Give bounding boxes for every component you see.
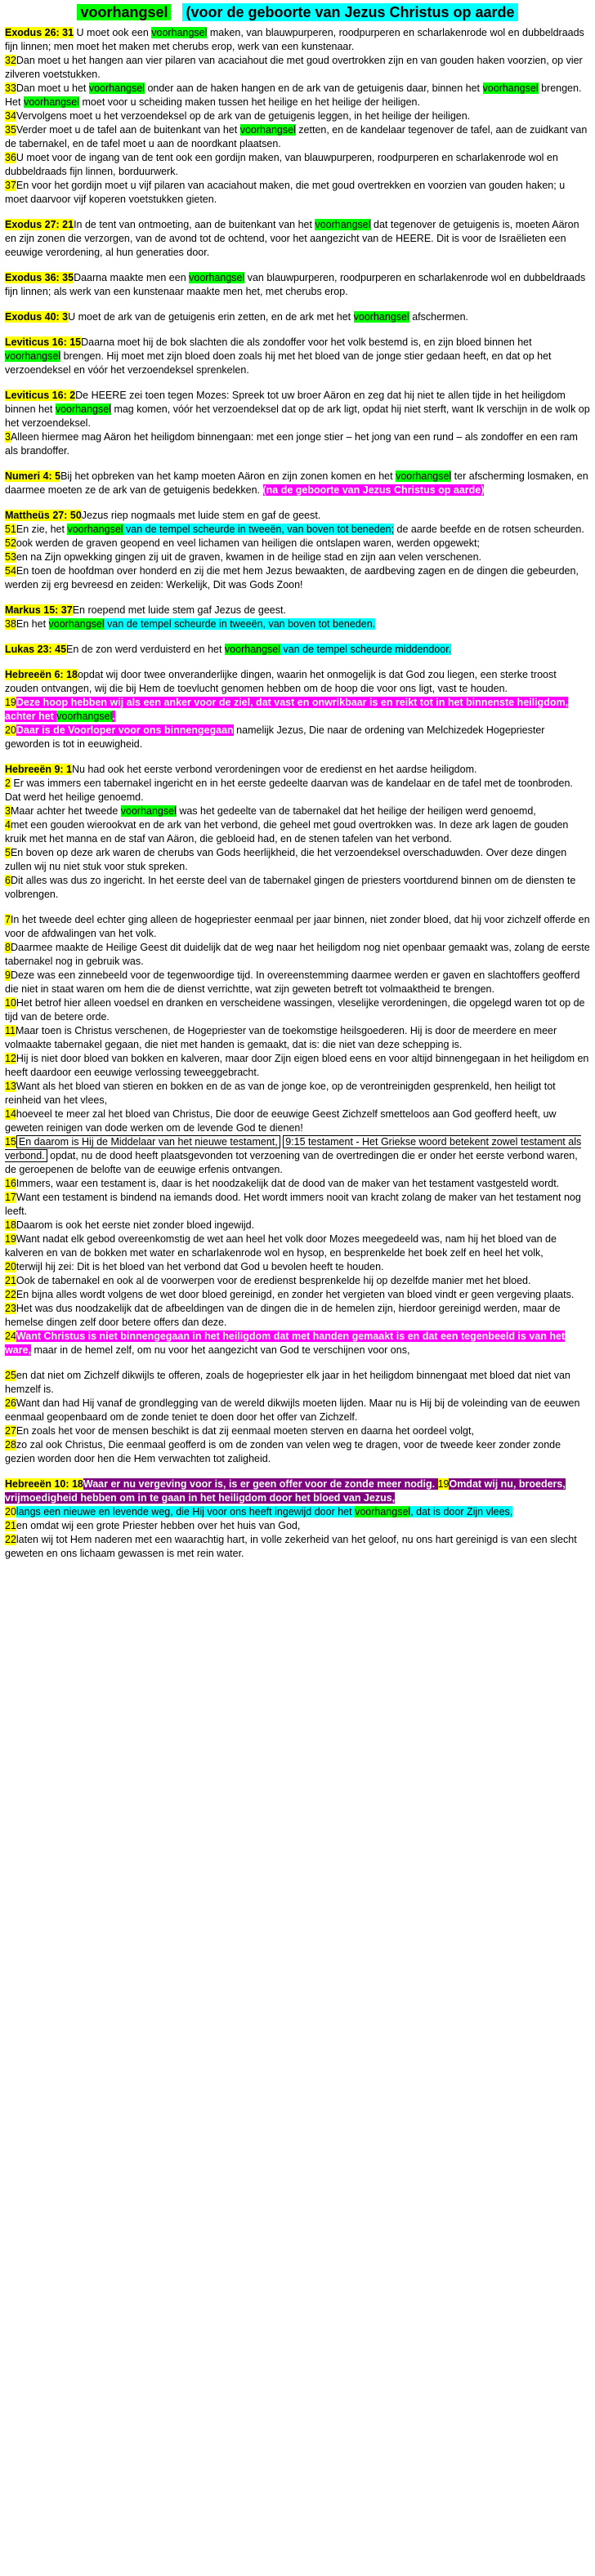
verse-text: Want dan had Hij vanaf de grondlegging van de wereld dikwijls moeten lijden. Maar nu is Hij bij de voleinding van de eeuwen eenmaal geopenbaard om de zonde teniet te doen door het offer van Zichzelf.: [5, 1397, 580, 1423]
verse-line: [5, 54, 590, 82]
verse-line: [5, 1533, 590, 1561]
verse-text: 14: [5, 1108, 16, 1120]
verse-block: [5, 604, 590, 631]
verse-line: [5, 913, 590, 941]
verse-line: [5, 818, 590, 846]
verse-text: voorhangsel: [355, 1506, 411, 1518]
verse-text: moet voor u scheiding maken tussen het heilige en het heilige der heiligen.: [79, 96, 420, 108]
verse-text: 32: [5, 55, 16, 66]
verse-text: 19: [5, 1233, 16, 1245]
verse-line: [5, 1024, 590, 1052]
verse-text: 11: [5, 1025, 16, 1036]
verse-text: Want als het bloed van stieren en bokken en de as van de jonge koe, op de verontreinigden gesprenkeld, hen heiligt tot reinheid van het vlees,: [5, 1081, 556, 1106]
verse-text: Alleen hiermee mag Aäron het heiligdom binnengaan: met een jonge stier – het jong van een rund – als zondoffer en een ram als brandoffer.: [5, 431, 578, 457]
verse-line: [5, 1232, 590, 1260]
verse-text: En voor het gordijn moet u vijf pilaren van acaciahout maken, die met goud overtrekken en voorzien van gouden haken; u moet daarvoor vijf koperen voetstukken gieten.: [5, 180, 566, 205]
verse-text: 53: [5, 551, 16, 563]
verse-line: [5, 550, 590, 564]
verse-text: En daarom is Hij de Middelaar van het nieuwe testament,: [16, 1135, 280, 1148]
verse-text: In de tent van ontmoeting, aan de buitenkant van het: [74, 219, 315, 230]
verse-line: [5, 696, 590, 724]
verse-text: 19: [5, 697, 16, 708]
verse-text: Deze hoop hebben wij als een anker voor de ziel, dat vast en onwrikbaar is en reikt tot in het binnenste heiligdom, achter het: [5, 697, 569, 722]
verse-text: Bij het opbreken van het kamp moeten Aäron en zijn zonen komen en het: [60, 470, 396, 482]
verse-text: 20: [5, 1506, 16, 1518]
verse-text: en omdat wij een grote Priester hebben over het huis van God,: [16, 1520, 301, 1531]
verse-text: Ook de tabernakel en ook al de voorwerpen voor de eredienst besprenkelde hij op dezelfde manier met het bloed.: [16, 1275, 531, 1286]
verse-text: voorhangsel: [189, 272, 245, 283]
verse-text: en dat niet om Zichzelf dikwijls te offeren, zoals de hogepriester elk jaar in het heiligdom binnengaat met bloed dat niet van hemzelf is.: [5, 1370, 570, 1395]
verse-line: [5, 218, 590, 260]
verse-text: van de tempel scheurde in tweeën, van boven tot beneden.: [104, 618, 376, 630]
verse-text: 37: [5, 180, 16, 191]
verse-text: Maar achter het tweede: [10, 805, 121, 817]
verse-text: 20: [5, 724, 16, 736]
verse-text: 36: [5, 152, 16, 163]
verse-line: [5, 777, 590, 804]
verse-line: [5, 1438, 590, 1466]
verse-line: [5, 846, 590, 874]
verse-line: [5, 969, 590, 996]
verse-text: 24: [5, 1330, 16, 1342]
verse-text: 28: [5, 1439, 16, 1451]
verse-line: [5, 564, 590, 592]
verse-block: [5, 1477, 590, 1561]
verse-text: 3: [5, 805, 11, 817]
verse-text: 3: [5, 431, 11, 443]
verse-text: voorhangsel: [5, 350, 61, 362]
verse-text: 33: [5, 82, 16, 94]
verse-line: [5, 151, 590, 179]
verse-line: [5, 1330, 590, 1357]
verse-text: voorhangsel: [239, 124, 296, 136]
verse-text: 52: [5, 537, 16, 549]
verse-text: 25: [5, 1370, 16, 1381]
verse-text: 4: [5, 819, 11, 831]
verse-text: Er was immers een tabernakel ingericht en in het eerste gedeelte daarvan was de kandelaar en de tafel met de toonbroden. Dat werd het heilige genoemd.: [5, 778, 573, 803]
verse-text: Daarna maakte men een: [74, 272, 190, 283]
verse-text: Verder moet u de tafel aan de buitenkant van het: [16, 124, 240, 136]
verse-reference: Exodus 40: 3: [5, 311, 69, 323]
verse-text: was het gedeelte van de tabernakel dat het heilige der heiligen werd genoemd,: [176, 805, 536, 817]
verse-text: ook werden de graven geopend en veel lichamen van heiligen die ontslapen waren, werden opgewekt;: [16, 537, 480, 549]
verse-block: [5, 470, 590, 497]
verse-text: met een gouden wierookvat en de ark van het verbond, die geheel met goud overtrokken was. In deze ark lagen de gouden kruik met het manna en de staf van Aäron, die gebloeid had, en de stenen tafelen van het verbond.: [5, 819, 569, 845]
verse-line: [5, 1108, 590, 1135]
verse-text: voorhangsel: [55, 403, 111, 415]
verse-text: 17: [5, 1192, 16, 1203]
verse-text: Want een testament is bindend na iemands dood. Het wordt immers nooit van kracht zolang de maker van het testament nog leeft.: [5, 1192, 581, 1217]
verse-line: [5, 109, 590, 123]
verse-line: [5, 26, 590, 54]
verse-text: En bijna alles wordt volgens de wet door bloed gereinigd, en zonder het vergieten van bloed vindt er geen vergeving plaats.: [16, 1289, 575, 1300]
verse-text: Dan moet u het: [16, 82, 89, 94]
verse-block: [5, 389, 590, 458]
verse-line: [5, 123, 590, 151]
verse-text: van de tempel scheurde middendoor.: [280, 644, 452, 655]
verse-line: [5, 1219, 590, 1232]
verse-block: [5, 218, 590, 260]
verse-line: [5, 1424, 590, 1438]
verse-text: brengen. Het: [5, 82, 582, 108]
verse-text: terwijl hij zei: Dit is het bloed van het verbond dat God u bevolen heeft te houden.: [16, 1261, 384, 1272]
title-note: (voor de geboorte van Jezus Christus op aarde: [182, 3, 517, 21]
verse-text: zetten, en de kandelaar tegenover de tafel, aan de zuidkant van de tabernakel, en de tafel moet u aan de noordkant plaatsen.: [5, 124, 588, 149]
verse-line: [5, 763, 590, 777]
verse-line: [5, 668, 590, 696]
verse-reference: Exodus 26: 31: [5, 27, 74, 38]
verse-text: 38: [5, 618, 16, 630]
verse-reference: Numeri 4: 5: [5, 470, 61, 482]
verse-text: voorhangsel: [23, 96, 80, 108]
verse-block: [5, 913, 590, 1357]
verse-line: [5, 1288, 590, 1302]
verse-line: [5, 1274, 590, 1288]
verse-text: Daarom is ook het eerste niet zonder bloed ingewijd.: [16, 1219, 255, 1231]
verse-text: afschermen.: [409, 311, 469, 323]
verse-line: [5, 389, 590, 430]
verse-text: 22: [5, 1289, 16, 1300]
verse-blocks: [5, 26, 590, 1561]
verse-block: [5, 310, 590, 324]
verse-text: En boven op deze ark waren de cherubs van Gods heerlijkheid, die het verzoendeksel overschaduwden. Over deze dingen zullen wij nu niet stuk voor stuk spreken.: [5, 847, 567, 872]
verse-text: voorhangsel: [315, 219, 371, 230]
verse-reference: Lukas 23: 45: [5, 644, 67, 655]
verse-block: [5, 643, 590, 657]
verse-line: [5, 271, 590, 299]
verse-line: [5, 1135, 590, 1177]
verse-text: 34: [5, 110, 16, 122]
verse-line: [5, 82, 590, 109]
verse-text: Daarmee maakte de Heilige Geest dit duidelijk dat de weg naar het heiligdom nog niet openbaar gemaakt was, zolang de eerste tabernakel nog in gebruik was.: [5, 942, 590, 967]
verse-reference: Exodus 27: 21: [5, 219, 74, 230]
verse-text: De HEERE zei toen tegen Mozes: Spreek tot uw broer Aäron en zeg dat hij niet te allen tijde in het heiligdom binnen het: [5, 390, 566, 415]
verse-text: 51: [5, 524, 16, 535]
verse-text: Immers, waar een testament is, daar is het noodzakelijk dat de dood van de maker van het testament vastgesteld wordt.: [16, 1178, 560, 1189]
verse-block: [5, 668, 590, 751]
verse-line: [5, 1177, 590, 1191]
verse-text: maar in de hemel zelf, om nu voor het aangezicht van God te verschijnen voor ons,: [30, 1344, 410, 1356]
verse-text: Nu had ook het eerste verbond verordeningen voor de eredienst en het aardse heiligdom.: [71, 764, 477, 775]
verse-text: Vervolgens moet u het verzoendeksel op de ark van de getuigenis leggen, in het heilige der heiligen.: [16, 110, 471, 122]
verse-text: 12: [5, 1053, 16, 1064]
verse-block: [5, 1369, 590, 1466]
verse-text: voorhangsel: [151, 27, 208, 38]
title-word: voorhangsel: [77, 4, 171, 20]
verse-text: 54: [5, 565, 16, 577]
verse-line: [5, 1477, 590, 1505]
verse-text: opdat, nu de dood heeft plaatsgevonden tot verzoening van de overtredingen die er onder het eerste verbond waren, de geroepenen de belofte van de eeuwige erfenis ontvangen.: [5, 1150, 578, 1175]
verse-text: Hij is niet door bloed van bokken en kalveren, maar door Zijn eigen bloed eens en voor altijd binnengegaan in het heiligdom en heeft daardoor een eeuwige verlossing teweeggebracht.: [5, 1053, 589, 1078]
verse-text: 2: [5, 778, 11, 789]
verse-text: 9: [5, 969, 11, 981]
verse-text: 5: [5, 847, 11, 858]
verse-block: [5, 271, 590, 299]
verse-reference: Leviticus 16: 15: [5, 336, 82, 348]
verse-text: Daarna moet hij de bok slachten die als zondoffer voor het volk bestemd is, en zijn bloed binnen het: [81, 336, 532, 348]
verse-line: [5, 430, 590, 458]
verse-text: namelijk Jezus, Die naar de ordening van Melchizedek Hogepriester geworden is tot in eeuwigheid.: [5, 724, 545, 750]
verse-line: [5, 604, 590, 617]
verse-text: En het: [16, 618, 49, 630]
verse-text: 23: [5, 1303, 16, 1314]
verse-text: En toen de hoofdman over honderd en zij die met hem Jezus bewaakten, de aardbeving zagen en de dingen die gebeurden, werden zij erg bevreesd en zeiden: Werkelijk, Dit was Gods Zoon!: [5, 565, 579, 591]
verse-line: [5, 724, 590, 751]
verse-text: In het tweede deel echter ging alleen de hogepriester eenmaal per jaar binnen, niet zonder bloed, dat hij voor zichzelf offerde en voor de afdwalingen van het volk.: [5, 914, 590, 939]
verse-reference: Exodus 36: 35: [5, 272, 74, 283]
verse-text: en na Zijn opwekking gingen zij uit de graven, kwamen in de heilige stad en zijn aan velen verschenen.: [16, 551, 482, 563]
verse-text: voorhangsel: [396, 470, 452, 482]
verse-line: [5, 1191, 590, 1219]
verse-text: En roepend met luide stem gaf Jezus de geest.: [72, 604, 286, 616]
verse-text: hoeveel te meer zal het bloed van Christus, Die door de eeuwige Geest Zichzelf smetteloos aan God geofferd heeft, uw geweten reinigen van dode werken om de levende God te dienen!: [5, 1108, 557, 1134]
page-title: [5, 3, 590, 21]
verse-line: [5, 470, 590, 497]
verse-text: langs een nieuwe en levende weg, die Hij voor ons heeft ingewijd door het: [16, 1506, 356, 1518]
verse-text: 20: [5, 1261, 16, 1272]
verse-text: , dat is door Zijn vlees,: [410, 1506, 513, 1518]
verse-text: voorhangsel: [224, 644, 281, 655]
verse-text: 9:15 testament - Het Griekse woord betekent zowel testament als verbond.: [5, 1136, 582, 1161]
verse-text: 16: [5, 1178, 16, 1189]
verse-text: Dit alles was dus zo ingericht. In het eerste deel van de tabernakel gingen de priesters voortdurend binnen om de diensten te volbrengen.: [5, 875, 576, 900]
verse-text: voorhangsel: [88, 82, 145, 94]
verse-text: voorhangsel: [120, 805, 177, 817]
verse-text: 7: [5, 914, 11, 925]
verse-line: [5, 523, 590, 537]
verse-text: 8: [5, 942, 11, 953]
verse-text: Omdat wij nu, broeders, vrijmoedigheid hebben om in te gaan in het heiligdom door het bloed van Jezus,: [5, 1478, 566, 1504]
verse-text: (na de geboorte van Jezus Christus op aarde): [262, 484, 485, 496]
verse-line: [5, 310, 590, 324]
verse-text: 26: [5, 1397, 16, 1409]
verse-text: Het was dus noodzakelijk dat de afbeeldingen van de dingen die in de hemelen zijn, hierdoor gereinigd werden, maar de hemelse dingen zelf door betere offers dan deze.: [5, 1303, 561, 1328]
verse-line: [5, 804, 590, 818]
verse-line: [5, 874, 590, 902]
verse-line: [5, 1080, 590, 1108]
verse-text: ter afscherming losmaken, en daarmee moeten ze de ark van de getuigenis bedekken.: [5, 470, 588, 496]
verse-text: U moet de ark van de getuigenis erin zetten, en de ark met het: [68, 311, 354, 323]
verse-block: [5, 26, 590, 207]
verse-line: [5, 941, 590, 969]
verse-text: van blauwpurperen, roodpurperen en scharlakenrode wol en dubbeldraads fijn linnen; als werk van een kunstenaar maakte men het, met cherubs erop.: [5, 272, 586, 297]
verse-text: dat tegenover de getuigenis is, moeten Aäron en zijn zonen die verzorgen, van de avond tot de ochtend, voor het aangezicht van de HEERE. Dit is voor de Israëlieten een eeuwige verordening, al hun generaties door.: [5, 219, 579, 258]
verse-text: voorhangsel: [48, 618, 105, 630]
verse-text: voorhangsel: [482, 82, 539, 94]
verse-text: van de tempel scheurde in tweeën, van boven tot beneden;: [123, 524, 395, 535]
verse-text: voorhangsel: [56, 711, 113, 722]
verse-text: maken, van blauwpurperen, roodpurperen en scharlakenrode wol en dubbeldraads fijn linnen; men moet het maken met cherubs erop, werk van een kunstenaar.: [5, 27, 584, 52]
verse-text: 27: [5, 1425, 16, 1437]
verse-line: [5, 1505, 590, 1519]
verse-reference: Hebreeën 10: 18: [5, 1478, 83, 1490]
verse-line: [5, 643, 590, 657]
verse-text: Jezus riep nogmaals met luide stem en gaf de geest.: [81, 510, 321, 521]
verse-text: voorhangsel: [353, 311, 409, 323]
verse-line: [5, 1369, 590, 1397]
verse-line: [5, 996, 590, 1024]
verse-line: [5, 1519, 590, 1533]
verse-block: [5, 509, 590, 592]
verse-line: [5, 1052, 590, 1080]
verse-reference: Hebreeën 9: 1: [5, 764, 72, 775]
verse-text: 35: [5, 124, 16, 136]
verse-line: [5, 509, 590, 523]
verse-line: [5, 1260, 590, 1274]
verse-text: voorhangsel: [67, 524, 123, 535]
verse-reference: Markus 15: 37: [5, 604, 73, 616]
verse-text: onder aan de haken hangen en de ark van de getuigenis daar, binnen het: [144, 82, 483, 94]
verse-text: Maar toen is Christus verschenen, de Hogepriester van de toekomstige heilsgoederen. Hij is door de meerdere en meer volmaakte tabernakel gegaan, die niet met handen is gemaakt, dat is: die niet van deze schepping is.: [5, 1025, 557, 1050]
verse-block: [5, 763, 590, 902]
verse-text: 22: [5, 1534, 16, 1545]
verse-text: U moet voor de ingang van de tent ook een gordijn maken, van blauwpurperen, roodpurperen en scharlakenrode wol en dubbeldraads fijn linnen, borduurwerk.: [5, 152, 558, 177]
verse-text: 18: [5, 1219, 16, 1231]
verse-text: 21: [5, 1275, 16, 1286]
verse-text: Daar is de Voorloper voor ons binnengegaan: [16, 724, 234, 736]
verse-text: 6: [5, 875, 11, 886]
verse-text: U moet ook een: [74, 27, 152, 38]
verse-text: 10: [5, 997, 16, 1009]
verse-reference: Leviticus 16: 2: [5, 390, 76, 401]
verse-text: de aarde beefde en de rotsen scheurden.: [394, 524, 584, 535]
verse-text: mag komen, vóór het verzoendeksel dat op de ark ligt, opdat hij niet sterft, want Ik verschijn in de wolk op het verzoendeksel.: [5, 403, 590, 429]
verse-line: [5, 617, 590, 631]
verse-line: [5, 1302, 590, 1330]
verse-reference: Hebreeën 6: 18: [5, 669, 78, 680]
verse-line: [5, 179, 590, 207]
verse-text: Dan moet u het hangen aan vier pilaren van acaciahout die met goud overtrokken zijn en van gouden haken voorzien, op vier zilveren voetstukken.: [5, 55, 583, 80]
verse-text: Want Christus is niet binnengegaan in het heiligdom dat met handen gemaakt is en dat een tegenbeeld is van het ware,: [5, 1330, 566, 1356]
verse-text: zo zal ook Christus, Die eenmaal geofferd is om de zonden van velen weg te dragen, voor de tweede keer zonder zonde gezien worden door hen die Hem verwachten tot zaligheid.: [5, 1439, 561, 1464]
verse-line: [5, 336, 590, 377]
verse-line: [5, 537, 590, 550]
verse-text: brengen. Hij moet met zijn bloed doen zoals hij met het bloed van de jonge stier gedaan heeft, en dat op het verzoendeksel en vóór het verzoendeksel sprenkelen.: [5, 350, 552, 376]
verse-text: En de zon werd verduisterd en het: [66, 644, 225, 655]
verse-text: Want nadat elk gebod overeenkomstig de wet aan heel het volk door Mozes meegedeeld was, nam hij het bloed van de kalveren en van de bokken met water en scharlakenrode wol en hysop, en besprenkelde het boek zelf en heel het volk,: [5, 1233, 557, 1259]
verse-text: .: [112, 711, 115, 722]
verse-text: Waar er nu vergeving voor is, is er geen offer voor de zonde meer nodig.: [83, 1478, 438, 1490]
verse-text: opdat wij door twee onveranderlijke dingen, waarin het onmogelijk is dat God zou liegen, een sterke troost zouden ontvangen, wij die bij Hem de toevlucht genomen hebben om de hoop die voor ons ligt, vast te houden.: [5, 669, 557, 694]
verse-text: 13: [5, 1081, 16, 1092]
verse-reference: Mattheüs 27: 50: [5, 510, 82, 521]
verse-line: [5, 1397, 590, 1424]
verse-text: En zie, het: [16, 524, 68, 535]
verse-text: 19: [437, 1478, 450, 1490]
verse-text: 15: [5, 1136, 16, 1148]
verse-text: En zoals het voor de mensen beschikt is dat zij eenmaal moeten sterven en daarna het oordeel volgt,: [16, 1425, 474, 1437]
verse-text: 21: [5, 1520, 16, 1531]
verse-text: laten wij tot Hem naderen met een waarachtig hart, in volle zekerheid van het geloof, nu ons hart gereinigd is van een slecht geweten en ons lichaam gewassen is met rein water.: [5, 1534, 577, 1559]
verse-block: [5, 336, 590, 377]
verse-text: Deze was een zinnebeeld voor de tegenwoordige tijd. In overeenstemming daarmee werden er gaven en slachtoffers geofferd die niet in staat waren om hem die de dienst verrichtte, wat zijn geweten betreft tot volmaaktheid te brengen.: [5, 969, 580, 995]
verse-text: Het betrof hier alleen voedsel en dranken en verscheidene wassingen, vleselijke verordeningen, die opgelegd waren tot op de tijd van de betere orde.: [5, 997, 585, 1023]
